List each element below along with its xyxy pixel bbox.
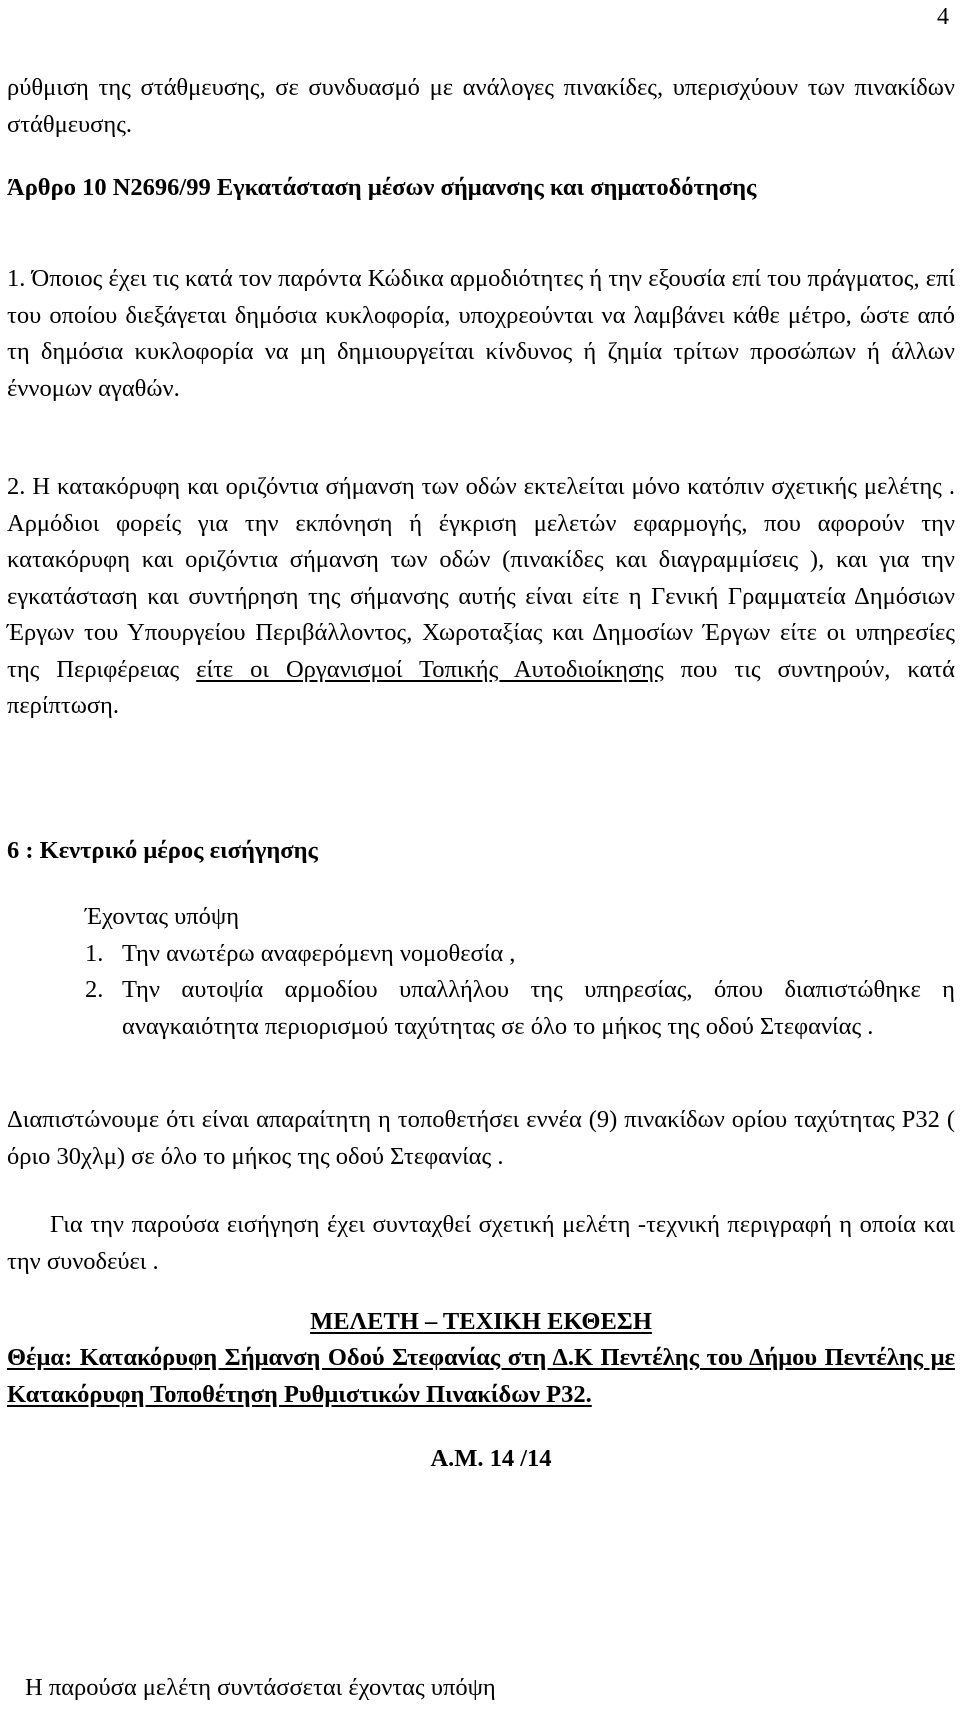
article-paragraph-2-underlined: είτε οι Οργανισμοί Τοπικής Αυτοδιοίκησης [196, 655, 664, 683]
intro-paragraph: ρύθμιση της στάθμευσης, σε συνδυασμό με ανάλογες πινακίδες, υπερισχύουν των πινακίδων στάθμευσης. [7, 74, 955, 138]
list-item-number: 1. [85, 939, 104, 967]
article-paragraph-1: 1. Όποιος έχει τις κατά τον παρόντα Κώδικα αρμοδιότητες ή την εξουσία επί του πράγματος, επί του οποίου διεξάγεται δημόσια κυκλοφορία, υποχρεούνται να λαμβάνει κάθε μέτρο, ώστε από τη δημόσια κυκλοφορία να μη δημιουργείται κίνδυνος ή ζημία τρίτων προσώπων ή άλλων έννομων αγαθών. [7, 265, 955, 402]
am-reference: Α.Μ. 14 /14 [430, 1445, 552, 1472]
list-item [85, 936, 955, 973]
having-regard-block [7, 899, 955, 1045]
section-heading: 6 : Κεντρικό μέρος εισήγησης [7, 837, 318, 864]
document-page [7, 0, 955, 1713]
list-item-text: Την ανωτέρω αναφερόμενη νομοθεσία , [122, 939, 516, 967]
study-note-paragraph: Για την παρούσα εισήγηση έχει συνταχθεί σχετική μελέτη -τεχνική περιγραφή η οποία και την συνοδεύει . [7, 1211, 955, 1275]
list-item [85, 972, 955, 1045]
closing-line: Η παρούσα μελέτη συντάσσεται έχοντας υπόψη [25, 1674, 496, 1701]
study-title: ΜΕΛΕΤΗ – ΤΕΧΙΚΗ ΕΚΘΕΣΗ [310, 1308, 652, 1335]
having-regard-label: Έχοντας υπόψη [85, 903, 240, 930]
list-item-text: Την αυτοψία αρμοδίου υπαλλήλου της υπηρεσίας, όπου διαπιστώθηκε η αναγκαιότητα περιορισμού ταχύτητας σε όλο το μήκος της οδού Στεφανίας . [122, 976, 955, 1040]
list-item-number: 2. [85, 976, 104, 1003]
finding-paragraph: Διαπιστώνουμε ότι είναι απαραίτητη η τοποθετήσει εννέα (9) πινακίδων ορίου ταχύτητας Ρ32 ( όριο 30χλμ) σε όλο το μήκος της οδού Στεφανίας . [7, 1106, 955, 1170]
article-heading: Άρθρο 10 Ν2696/99 Εγκατάσταση μέσων σήμανσης και σηματοδότησης [7, 174, 757, 201]
article-paragraph-2 [7, 469, 955, 725]
article-paragraph-2-text-a: 2. Η κατακόρυφη και οριζόντια σήμανση των οδών εκτελείται μόνο κατόπιν σχετικής μελέτης . Αρμόδιοι φορείς για την εκπόνηση ή έγκριση μελετών εφαρμογής, που αφορούν την κατακόρυφη και οριζόντια σήμανση των οδών (πινακίδες και διαγραμμίσεις ), και για την εγκατάσταση και συντήρηση της σήμανσης αυτής είναι είτε η Γενική Γραμματεία Δημόσιων Έργων του Υπουργείου Περιβάλλοντος, Χωροταξίας και Δημοσίων Έργων είτε οι υπηρεσίες της Περιφέρειας [7, 473, 955, 683]
study-subject: Θέμα: Κατακόρυφη Σήμανση Οδού Στεφανίας στη Δ.Κ Πεντέλης του Δήμου Πεντέλης με Κατακόρυφη Τοποθέτηση Ρυθμιστικών Πινακίδων Ρ32. [7, 1344, 955, 1408]
article-paragraph-2-text-b: που τις συντηρούν, κατά περίπτωση. [7, 655, 956, 719]
page-number: 4 [937, 4, 949, 30]
